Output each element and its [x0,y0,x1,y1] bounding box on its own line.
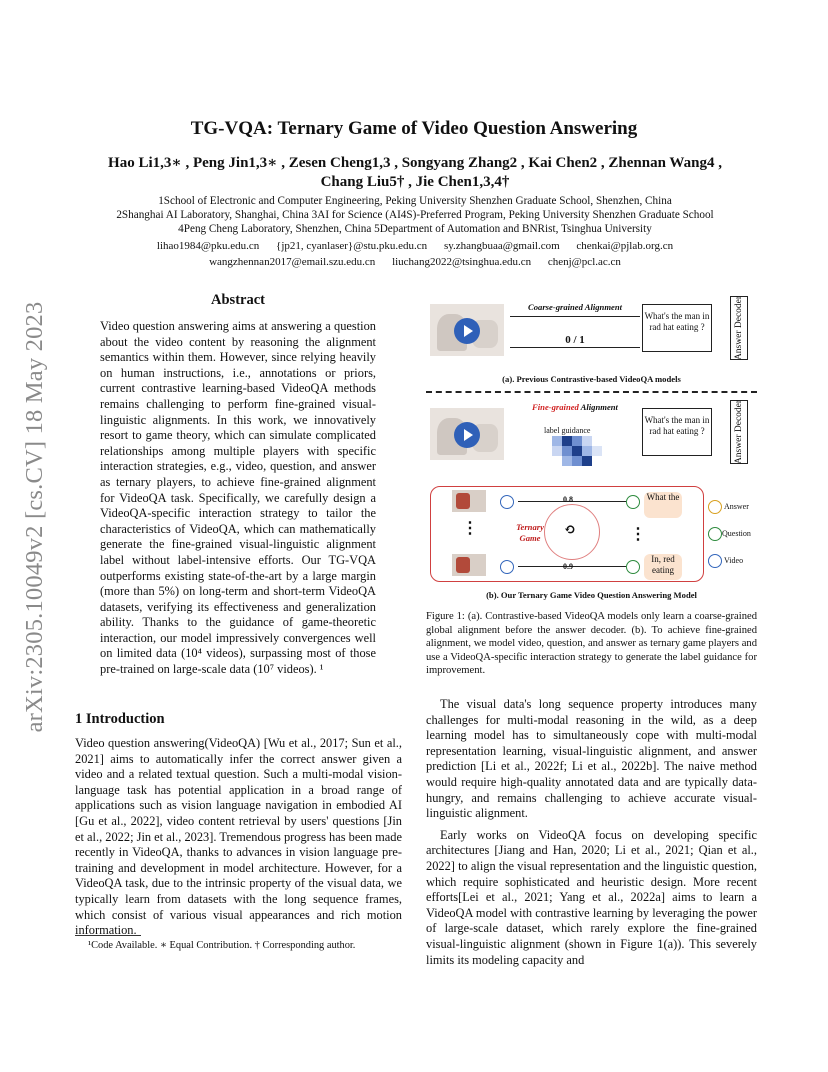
label-guidance-text: label guidance [544,426,591,435]
legend-question: Question [722,529,751,538]
answer-legend-icon [708,500,722,514]
question-player-icon [626,560,640,574]
interaction-score: 0.8 [563,495,573,504]
author-list [70,154,760,192]
ellipsis-dots: ⋮ [462,520,478,537]
answer-candidate: In, red eating [644,554,682,580]
arxiv-sidebar-stamp [12,272,58,762]
right-column-body [426,697,757,968]
ternary-game-label: Ternary Game [516,522,544,543]
panel-divider [426,391,757,393]
email[interactable]: wangzhennan2017@email.szu.edu.cn [209,256,376,268]
affiliation-1: 1School of Electronic and Computer Engineering, Peking University Shenzhen Graduate School, Shenzhen, China [158,195,672,207]
introduction-body: Video question answering(VideoQA) [Wu et al., 2017; Sun et al., 2021] aims to automatically infer the correct answer given a video and a related textual question. Such a multi-modal vision-language task has potential application in a broad range of applications such as vision language navigation in embodied AI [Gu et al., 2022], video content retrieval by users' questions [Jin et al., 2022; Jin et al., 2023]. Tremendous progress has been made recently in VideoQA, thanks to advances in vision language pre-training and development in model architecture. However, for a VideoQA task, due to the intrinsic property of the visual data, we typically learn from datasets with the long sequence frames, which consist of various visual appearances and rich motion information. [75,736,402,938]
play-icon [454,318,480,344]
email[interactable]: chenkai@pjlab.org.cn [576,240,674,252]
author-line-2: Chang Liu5† , Jie Chen1,3,4† [320,174,510,190]
interaction-score: 0.9 [563,562,573,571]
figure-1 [426,290,757,608]
figure-caption: Figure 1: (a). Contrastive-based VideoQA models only learn a coarse-grained global alignment before the answer decoder. (b). To achieve fine-grained alignment, we model video, question, and answer as ternary game players and use a VideoQA-specific interaction strategy to generate the label guidance for improvement. [426,611,757,677]
question-player-icon [626,495,640,509]
alignment-score: 0 / 1 [565,334,585,346]
video-player-icon [500,560,514,574]
answer-candidate: What the [644,492,682,518]
question-box: What's the man in rad hat eating ? [642,408,712,456]
play-icon [454,422,480,448]
footnote: ¹Code Available. ∗ Equal Contribution. † Corresponding author. [88,940,356,951]
paragraph: The visual data's long sequence property introduces many challenges for multi-modal reasoning in the wild, as a deep learning model has to simultaneously cope with multi-modal representation learning, visual-linguistic alignment, and answer prediction [Li et al., 2022f; Li et al., 2022b]. The naive method would require high-quality annotated data and are typically data-hungry, and remains challenging to achieve accurate visual-linguistic alignment. [426,697,757,821]
arxiv-id: arXiv:2305.10049v2 [cs.CV] 18 May 2023 [21,301,48,733]
video-player-icon [500,495,514,509]
email[interactable]: liuchang2022@tsinghua.edu.cn [392,256,532,268]
abstract-body: Video question answering aims at answering a question about the video content by reasoning the alignment semantics within them. However, since relying heavily on human instructions, i.e., annotations or priors, current contrastive learning-based VideoQA methods remains challenging to perform fine-grained visual-linguistic alignments. In this work, we innovatively resort to game theory, which can simulate complicated relationships among multiple players with specific interaction strategies, e.g., video, question, and answer as ternary players, to achieve fine-grained alignment for VideoQA task. Specifically, we carefully design a VideoQA-specific interaction strategy to tailor the characteristics of VideoQA, which can mathematically generate the fine-grained visual-linguistic alignment label without label-intensive efforts. Our TG-VQA outperforms existing state-of-the-art by a large margin (more than 5%) on long-term and short-term VideoQA datasets, verifying its effectiveness and generalization ability. Thanks to the guidance of game-theoretic interaction, our model impressively convergences well on limited data (10⁴ videos), surpassing most of those pre-trained on large-scale data (10⁷ videos). ¹ [100,319,376,677]
section-heading-introduction: 1 Introduction [75,711,165,727]
affiliation-2: 2Shanghai AI Laboratory, Shanghai, China 3AI for Science (AI4S)-Preferred Program, Peking University Shenzhen Graduate School [116,209,714,221]
video-frame [452,490,486,512]
paper-title: TG-VQA: Ternary Game of Video Question Answering [190,118,638,139]
paragraph: Early works on VideoQA focus on developing specific architectures [Jiang and Han, 2020; Li et al., 2021; Qian et al., 2022] to align the visual representation and the linguistic question, which require sophisticated and heuristic design. More recent efforts[Lei et al., 2021; Yang et al., 2022a] aims to learn a VideoQA model with contrastive learning by leveraging the power of large-scale dataset, which rarely explore the fine-grained visual-linguistic alignment (shown in Figure 1(a)). This severely limits its modeling capacity and [426,827,757,967]
author-line-1: Hao Li1,3∗ , Peng Jin1,3∗ , Zesen Cheng1,3 , Songyang Zhang2 , Kai Chen2 , Zhennan Wang4 , [108,155,722,171]
panel-a-caption: (a). Previous Contrastive-based VideoQA models [502,374,681,384]
legend-video: Video [724,556,744,565]
footnote-rule [75,935,141,936]
video-legend-icon [708,554,722,568]
question-legend-icon [708,527,722,541]
alignment-arrow [510,347,640,348]
email[interactable]: sy.zhangbuaa@gmail.com [443,240,560,252]
answer-decoder: Answer Decoder [730,400,748,464]
abstract-heading: Abstract [211,292,265,308]
question-box: What's the man in rad hat eating ? [642,304,712,352]
alignment-arrow [510,316,640,317]
email[interactable]: {jp21, cyanlaser}@stu.pku.edu.cn [276,240,428,252]
email-list [60,238,770,270]
coarse-alignment-label: Coarse-grained Alignment [528,302,622,312]
panel-b-caption: (b). Our Ternary Game Video Question Answering Model [486,590,697,600]
ellipsis-dots: ⋮ [630,526,646,543]
legend-answer: Answer [724,502,749,511]
email[interactable]: chenj@pcl.ac.cn [547,256,621,268]
cycle-icon: ⟲ [564,523,576,538]
fine-alignment-label: Fine-grained Alignment [532,402,618,412]
video-frame [452,554,486,576]
email[interactable]: lihao1984@pku.edu.cn [156,240,260,252]
affiliation-3: 4Peng Cheng Laboratory, Shenzhen, China 5Department of Automation and BNRist, Tsinghua University [178,223,652,235]
answer-decoder: Answer Decoder [730,296,748,360]
alignment-heatmap [552,436,610,470]
